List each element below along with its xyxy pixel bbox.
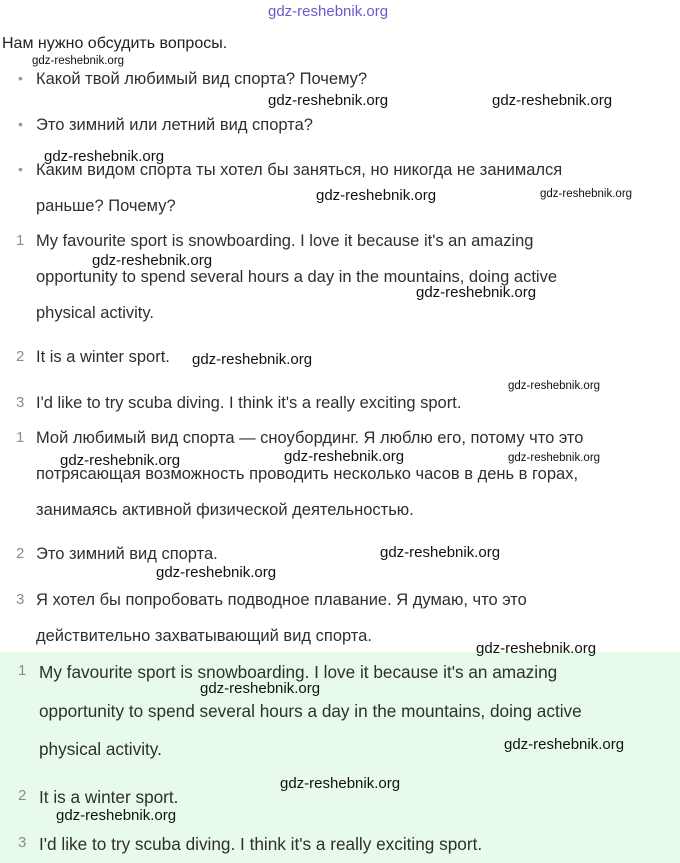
answer-line: потрясающая возможность проводить несколько часов в день в горах, (36, 465, 579, 483)
answer-text: Это зимний вид спорта. (36, 545, 218, 563)
watermark: gdz-reshebnik.org (540, 188, 633, 200)
answer-line: physical activity. (39, 739, 162, 759)
watermark: gdz-reshebnik.org (156, 564, 277, 581)
watermark: gdz-reshebnik.org (504, 736, 625, 753)
watermark: gdz-reshebnik.org (32, 55, 125, 67)
bullet-icon: • (18, 161, 23, 177)
watermark: gdz-reshebnik.org (200, 680, 321, 697)
header-watermark[interactable]: gdz-reshebnik.org (268, 3, 389, 20)
question-text: Это зимний или летний вид спорта? (36, 116, 313, 134)
watermark: gdz-reshebnik.org (380, 544, 501, 561)
answer-line: opportunity to spend several hours a day in the mountains, doing active (36, 268, 557, 286)
watermark: gdz-reshebnik.org (192, 351, 313, 368)
answer-number: 2 (16, 348, 25, 365)
watermark: gdz-reshebnik.org (508, 452, 601, 464)
bullet-icon: • (18, 116, 23, 132)
answer-number: 1 (18, 662, 27, 679)
answer-text: It is a winter sport. (39, 787, 179, 807)
watermark: gdz-reshebnik.org (284, 448, 405, 465)
question-text: Каким видом спорта ты хотел бы заняться, но никогда не занимался (36, 161, 563, 179)
intro-text: Нам нужно обсудить вопросы. (2, 35, 228, 52)
answer-number: 1 (16, 232, 25, 249)
answer-number: 3 (16, 591, 25, 608)
watermark: gdz-reshebnik.org (56, 807, 177, 824)
answer-line: действительно захватывающий вид спорта. (36, 627, 372, 645)
answer-text: I'd like to try scuba diving. I think it's a really exciting sport. (39, 834, 483, 854)
watermark: gdz-reshebnik.org (268, 92, 389, 109)
answer-line: занимаясь активной физической деятельностью. (36, 501, 414, 519)
answer-number: 1 (16, 429, 25, 446)
watermark: gdz-reshebnik.org (476, 640, 597, 657)
watermark: gdz-reshebnik.org (60, 452, 181, 469)
answer-number: 2 (18, 787, 27, 804)
answer-number: 3 (16, 394, 25, 411)
watermark: gdz-reshebnik.org (316, 187, 437, 204)
answer-number: 3 (18, 834, 27, 851)
watermark: gdz-reshebnik.org (44, 148, 165, 165)
watermark: gdz-reshebnik.org (508, 380, 601, 392)
question-text: Какой твой любимый вид спорта? Почему? (36, 70, 368, 88)
answer-line: opportunity to spend several hours a day in the mountains, doing active (39, 701, 582, 721)
answer-number: 2 (16, 545, 25, 562)
answer-text: I'd like to try scuba diving. I think it's a really exciting sport. (36, 394, 462, 412)
question-text: раньше? Почему? (36, 197, 176, 215)
answer-text: It is a winter sport. (36, 348, 170, 366)
watermark: gdz-reshebnik.org (416, 284, 537, 301)
answer-line: My favourite sport is snowboarding. I love it because it's an amazing (39, 662, 558, 682)
answer-line: physical activity. (36, 304, 154, 322)
bullet-icon: • (18, 70, 23, 86)
answer-line: Я хотел бы попробовать подводное плавание. Я думаю, что это (36, 591, 527, 609)
answer-line: My favourite sport is snowboarding. I love it because it's an amazing (36, 232, 534, 250)
watermark: gdz-reshebnik.org (280, 775, 401, 792)
watermark: gdz-reshebnik.org (92, 252, 213, 269)
watermark: gdz-reshebnik.org (492, 92, 613, 109)
answer-line: Мой любимый вид спорта — сноубординг. Я люблю его, потому что это (36, 429, 584, 447)
